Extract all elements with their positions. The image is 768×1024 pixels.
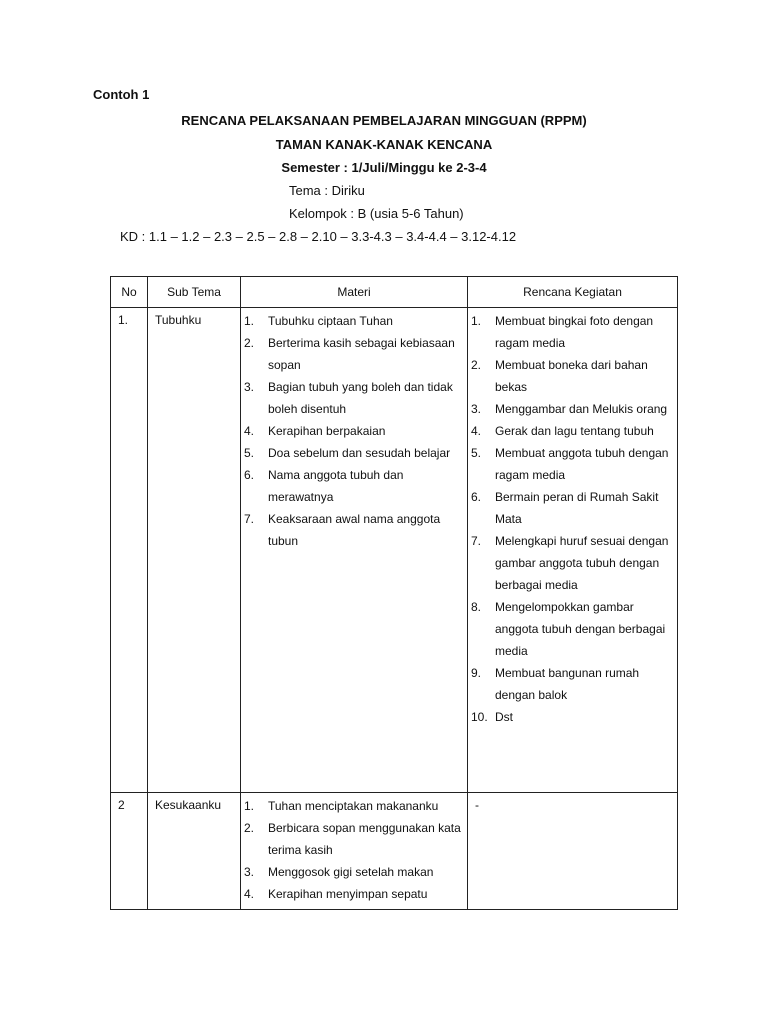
list-item-number: 6. [471,490,482,504]
list-item-number: 3. [244,380,255,394]
list-item [241,464,463,508]
list-item [241,420,463,442]
row-no-cell [111,793,148,910]
list-item-text: Menggosok gigi setelah makan [268,865,434,879]
list-item-number: 4. [471,424,482,438]
list-item [241,883,463,905]
list-item-number: 1. [471,314,482,328]
kegiatan-list [468,308,677,732]
sub-tema: Kesukaanku [155,798,222,812]
list-item-text: Kerapihan menyimpan sepatu [268,887,428,901]
list-item-text: Membuat anggota tubuh dengan ragam media [495,446,669,482]
list-item [468,398,673,420]
list-item-text: Kerapihan berpakaian [268,424,386,438]
list-item [468,662,673,706]
kd-line: KD : 1.1 – 1.2 – 2.3 – 2.5 – 2.8 – 2.10 – 3.3-4.3 – 3.4-4.4 – 3.12-4.12 [120,229,517,244]
list-item-number: 3. [471,402,482,416]
list-item-text: Nama anggota tubuh dan merawatnya [268,468,404,504]
header-no: No [111,277,148,308]
example-label: Contoh 1 [93,87,150,102]
theme-line: Tema : Diriku [289,183,365,198]
list-item [468,486,673,530]
materi-cell [241,308,468,793]
list-item [241,817,463,861]
list-item [241,332,463,376]
list-item-number: 2. [471,358,482,372]
kegiatan-cell [468,793,678,910]
plan-table [110,276,678,910]
list-item-text: Berbicara sopan menggunakan kata terima kasih [268,821,461,857]
list-item-text: Bermain peran di Rumah Sakit Mata [495,490,659,526]
list-item-number: 5. [244,446,255,460]
list-item [241,376,463,420]
list-item-text: Tubuhku ciptaan Tuhan [268,314,393,328]
list-item [468,310,673,354]
school-name: TAMAN KANAK-KANAK KENCANA [275,137,493,152]
list-item-number: 7. [471,534,482,548]
list-item-number: 1. [244,314,255,328]
list-item [241,508,463,552]
list-item-number: 6. [244,468,255,482]
list-item-number: 1. [244,799,255,813]
list-item-number: 4. [244,887,255,901]
list-item-number: 10. [471,710,488,724]
list-item-text: Berterima kasih sebagai kebiasaan sopan [268,336,455,372]
list-item-text: Doa sebelum dan sesudah belajar [268,446,451,460]
list-item [468,442,673,486]
kegiatan-placeholder: - [475,798,479,812]
list-item-number: 3. [244,865,255,879]
list-item-number: 8. [471,600,482,614]
materi-cell [241,793,468,910]
list-item [468,354,673,398]
list-item [468,420,673,442]
header-sub-tema: Sub Tema [148,277,241,308]
list-item [241,442,463,464]
materi-list [241,308,467,556]
table-row [111,793,678,910]
list-item-text: Melengkapi huruf sesuai dengan gambar anggota tubuh dengan berbagai media [495,534,669,592]
list-item-number: 2. [244,336,255,350]
header-rencana-kegiatan: Rencana Kegiatan [468,277,678,308]
sub-tema-cell [148,308,241,793]
sub-tema: Tubuhku [155,313,202,327]
list-item-text: Keaksaraan awal nama anggota tubun [268,512,441,548]
list-item-text: Tuhan menciptakan makananku [268,799,439,813]
list-item-text: Menggambar dan Melukis orang [495,402,668,416]
kegiatan-cell [468,308,678,793]
group-line: Kelompok : B (usia 5-6 Tahun) [289,206,464,221]
materi-list [241,793,467,909]
list-item-number: 7. [244,512,255,526]
list-item-number: 9. [471,666,482,680]
list-item-text: Dst [495,710,513,724]
list-item [468,596,673,662]
semester-line: Semester : 1/Juli/Minggu ke 2-3-4 [281,160,487,175]
table-header-row [111,277,678,308]
list-item-text: Membuat bingkai foto dengan ragam media [495,314,654,350]
list-item [468,530,673,596]
list-item [241,861,463,883]
list-item-text: Gerak dan lagu tentang tubuh [495,424,654,438]
document-title: RENCANA PELAKSANAAN PEMBELAJARAN MINGGUAN (RPPM) [181,113,587,128]
row-no: 2 [118,798,125,812]
header-materi: Materi [241,277,468,308]
list-item-text: Membuat boneka dari bahan bekas [495,358,648,394]
list-item-number: 5. [471,446,482,460]
list-item-number: 2. [244,821,255,835]
row-no-cell [111,308,148,793]
list-item [241,310,463,332]
sub-tema-cell [148,793,241,910]
list-item [468,706,673,728]
row-no: 1. [118,313,129,327]
list-item-number: 4. [244,424,255,438]
list-item-text: Bagian tubuh yang boleh dan tidak boleh disentuh [268,380,453,416]
list-item-text: Membuat bangunan rumah dengan balok [495,666,640,702]
list-item-text: Mengelompokkan gambar anggota tubuh dengan berbagai media [495,600,666,658]
list-item [241,795,463,817]
table-row [111,308,678,793]
